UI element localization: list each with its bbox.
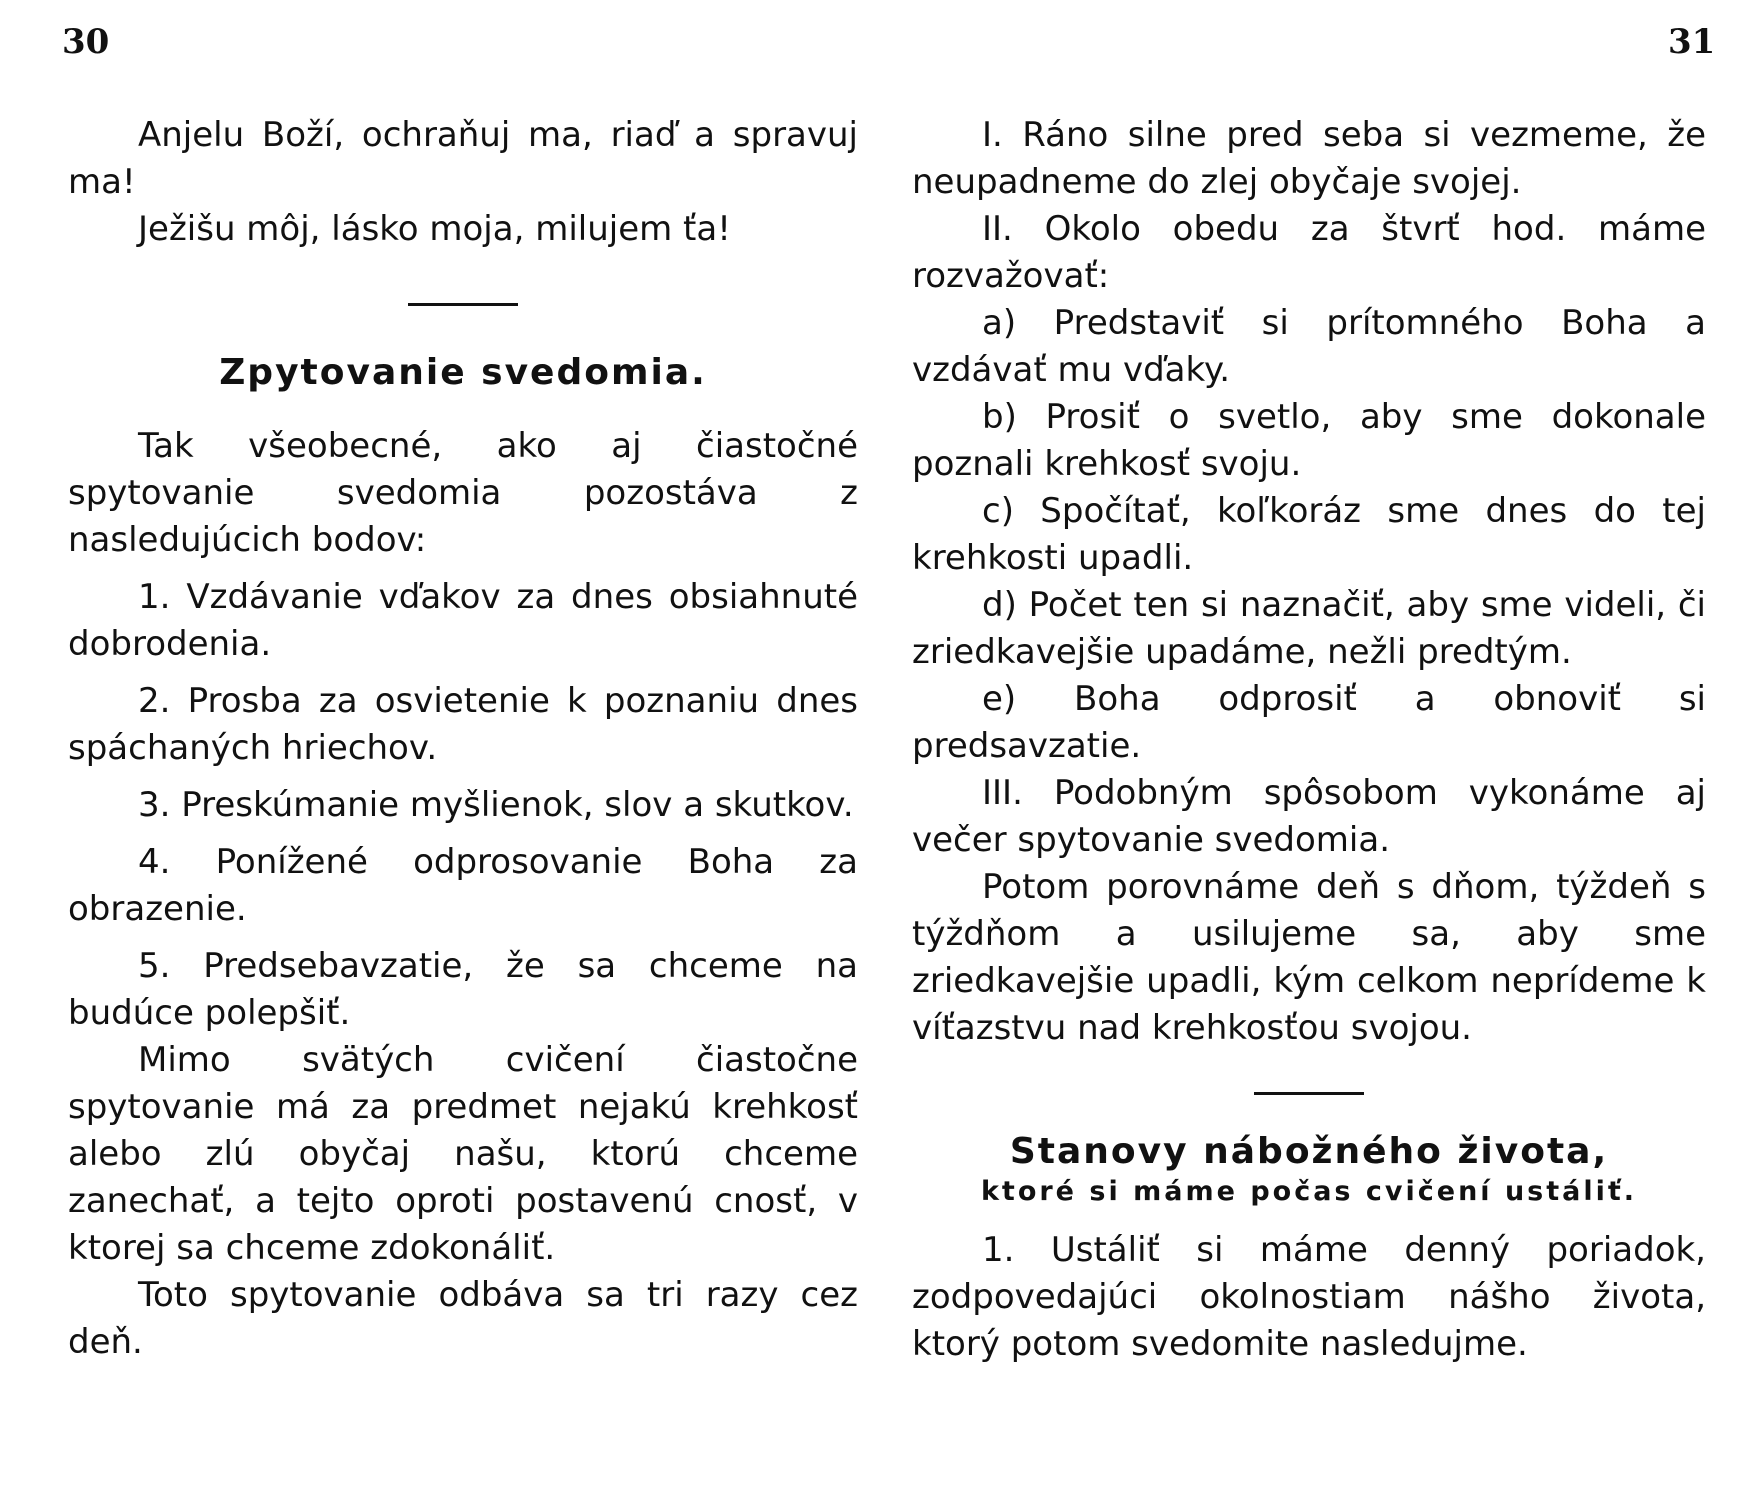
section-title: Stanovy nábožného života,: [1009, 1131, 1609, 1172]
list-item: 2. Prosba za osvietenie k poznaniu dnes spáchaných hriechov.: [68, 681, 858, 768]
paragraph: Tak všeobecné, ako aj čiastočné spytovanie svedomia pozostáva z nasledujúcich bodov:: [68, 426, 858, 560]
section-subtitle: ktoré si máme počas cvičení ustáliť.: [980, 1176, 1638, 1207]
list-item: b) Prosiť o svetlo, aby sme dokonale poznali krehkosť svoju.: [912, 397, 1706, 484]
section-divider: [1254, 1092, 1364, 1095]
section-title: Zpytovanie svedomia.: [219, 352, 707, 393]
paragraph: II. Okolo obedu za štvrť hod. máme rozvažovať:: [912, 209, 1706, 296]
list-item: d) Počet ten si naznačiť, aby sme videli, či zriedkavejšie upadáme, nežli predtým.: [912, 585, 1706, 672]
paragraph: III. Podobným spôsobom vykonáme aj večer spytovanie svedomia.: [912, 773, 1706, 860]
list-item: 3. Preskúmanie myšlienok, slov a skutkov.: [138, 785, 854, 825]
paragraph: I. Ráno silne pred seba si vezmeme, že neupadneme do zlej obyčaje svojej.: [912, 115, 1706, 202]
list-item: 1. Vzdávanie vďakov za dnes obsiahnuté dobrodenia.: [68, 577, 858, 664]
list-item: e) Boha odprosiť a obnoviť si predsavzatie.: [912, 679, 1706, 766]
paragraph: Mimo svätých cvičení čiastočne spytovanie má za predmet nejakú krehkosť alebo zlú obyčaj našu, ktorú chceme zanechať, a tejto oproti postavenú cnosť, v ktorej sa chceme zdokonáliť.: [68, 1040, 858, 1268]
paragraph: Toto spytovanie odbáva sa tri razy cez deň.: [68, 1275, 858, 1362]
right-page-number: 31: [1668, 22, 1716, 62]
list-item: c) Spočítať, koľkoráz sme dnes do tej krehkosti upadli.: [912, 491, 1706, 578]
prayer-line: Ježišu môj, lásko moja, milujem ťa!: [138, 209, 731, 249]
section-divider: [408, 303, 518, 306]
left-page: [68, 112, 858, 1366]
right-page: [912, 112, 1706, 1368]
list-item: 5. Predsebavzatie, že sa chceme na budúce polepšiť.: [68, 946, 858, 1033]
list-item: 4. Ponížené odprosovanie Boha za obrazenie.: [68, 842, 858, 929]
left-page-number: 30: [62, 22, 110, 62]
list-item: 1. Ustáliť si máme denný poriadok, zodpovedajúci okolnostiam nášho života, ktorý potom svedomite nasledujme.: [912, 1230, 1706, 1364]
paragraph: Potom porovnáme deň s dňom, týždeň s týždňom a usilujeme sa, aby sme zriedkavejšie upadli, kým celkom neprídeme k víťazstvu nad krehkosťou svojou.: [912, 867, 1706, 1048]
prayer-line: Anjelu Boží, ochraňuj ma, riaď a spravuj ma!: [68, 115, 858, 202]
list-item: a) Predstaviť si prítomného Boha a vzdávať mu vďaky.: [912, 303, 1706, 390]
